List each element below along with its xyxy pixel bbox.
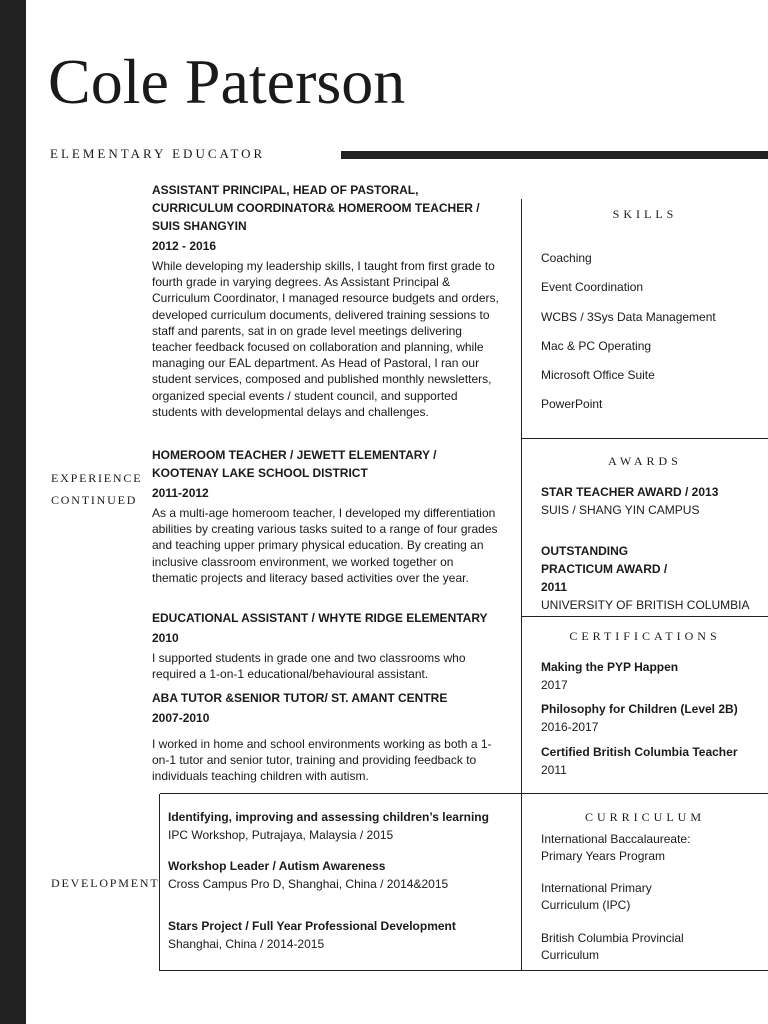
curriculum-item: British Columbia Provincial Curriculum — [541, 931, 684, 962]
left-accent-bar — [0, 0, 26, 1024]
job-entry — [152, 689, 500, 785]
job-title: HOMEROOM TEACHER / JEWETT ELEMENTARY / KOOTENAY LAKE SCHOOL DISTRICT — [152, 448, 437, 480]
curriculum-item: International Baccalaureate: Primary Years Program — [541, 832, 691, 863]
header-rule — [341, 151, 768, 159]
development-item — [168, 917, 518, 953]
certification-year: 2011 — [541, 763, 567, 777]
job-years: 2007-2010 — [152, 711, 210, 725]
award-organization: UNIVERSITY OF BRITISH COLUMBIA — [541, 598, 750, 612]
column-divider — [521, 199, 522, 971]
job-description: I supported students in grade one and two classrooms who required a 1-on-1 educational/behavioural assistant. — [152, 651, 466, 682]
skill-item: Mac & PC Operating — [541, 338, 652, 353]
development-label: DEVELOPMENT — [51, 876, 160, 890]
certification-item — [541, 658, 763, 694]
award-item — [541, 483, 763, 519]
job-years: 2012 - 2016 — [152, 239, 217, 253]
job-title: ABA TUTOR &SENIOR TUTOR/ ST. AMANT CENTRE — [152, 691, 448, 705]
certification-title: Philosophy for Children (Level 2B) — [541, 702, 738, 716]
person-name: Cole Paterson — [48, 46, 406, 117]
skills-heading: SKILLS — [612, 207, 678, 221]
certification-item — [541, 700, 763, 736]
skills-list — [541, 249, 761, 425]
job-years: 2010 — [152, 631, 179, 645]
development-title: Identifying, improving and assessing children’s learning — [168, 810, 489, 824]
job-entry — [152, 609, 500, 682]
skill-item: Event Coordination — [541, 280, 644, 295]
job-title: ASSISTANT PRINCIPAL, HEAD OF PASTORAL, CURRICULUM COORDINATOR& HOMEROOM TEACHER / SUIS SHANGYIN — [152, 183, 480, 233]
development-detail: Cross Campus Pro D, Shanghai, China / 2014&2015 — [168, 877, 449, 891]
certification-item — [541, 743, 763, 779]
certifications-divider — [522, 616, 768, 617]
job-subtitle: ELEMENTARY EDUCATOR — [50, 146, 266, 161]
award-title: OUTSTANDING PRACTICUM AWARD / 2011 — [541, 544, 668, 594]
certification-title: Making the PYP Happen — [541, 660, 679, 674]
skill-item: PowerPoint — [541, 397, 603, 412]
job-entry — [152, 446, 500, 586]
development-title: Workshop Leader / Autism Awareness — [168, 859, 386, 873]
certification-year: 2017 — [541, 678, 568, 692]
award-organization: SUIS / SHANG YIN CAMPUS — [541, 503, 700, 517]
bottom-divider — [160, 970, 768, 971]
curriculum-heading: CURRICULUM — [584, 810, 705, 824]
certification-title: Certified British Columbia Teacher — [541, 745, 738, 759]
development-item — [168, 808, 518, 844]
job-years: 2011-2012 — [152, 486, 209, 500]
certification-year: 2016-2017 — [541, 720, 599, 734]
skill-item: Coaching — [541, 251, 592, 265]
development-detail: IPC Workshop, Putrajaya, Malaysia / 2015 — [168, 828, 394, 842]
job-description: As a multi-age homeroom teacher, I developed my differentiation abilities by creating various tasks suited to a range of four grades and teaching upper primary physical education. By creating an inclusive classroom environment, we worked together on thematic projects and literacy based activities over the year. — [152, 506, 498, 585]
experience-label — [51, 467, 142, 511]
skill-item: Microsoft Office Suite — [541, 368, 655, 383]
job-title: EDUCATIONAL ASSISTANT / WHYTE RIDGE ELEMENTARY — [152, 611, 488, 625]
award-item — [541, 542, 750, 614]
development-title: Stars Project / Full Year Professional Development — [168, 919, 456, 933]
development-item — [168, 857, 518, 893]
certifications-heading: CERTIFICATIONS — [569, 629, 721, 643]
curriculum-divider — [160, 793, 768, 794]
job-description: While developing my leadership skills, I taught from first grade to fourth grade in varying degrees. As Assistant Principal & Curriculum Coordinator, I managed resource budgets and orders, developed curriculum documents, delivered training sessions to staff and parents, sat in on grade level meetings delivering teacher feedback focused on collaboration and planning, while managing our EAL department. As Head of Pastoral, I ran our student services, composed and published monthly newsletters, organized special events / student council, and supported students with developmental delays and challenges. — [152, 259, 499, 419]
experience-label-line2: CONTINUED — [51, 493, 138, 507]
job-description: I worked in home and school environments working as both a 1-on-1 tutor and senior tutor, training and providing feedback to individuals teaching children with autism. — [152, 737, 492, 784]
awards-divider — [522, 438, 768, 439]
curriculum-item: International Primary Curriculum (IPC) — [541, 881, 652, 912]
development-detail: Shanghai, China / 2014-2015 — [168, 937, 325, 951]
awards-heading: AWARDS — [608, 454, 682, 468]
award-title: STAR TEACHER AWARD / 2013 — [541, 485, 719, 499]
skill-item: WCBS / 3Sys Data Management — [541, 309, 716, 324]
job-entry — [152, 181, 500, 420]
experience-label-line1: EXPERIENCE — [51, 471, 143, 485]
